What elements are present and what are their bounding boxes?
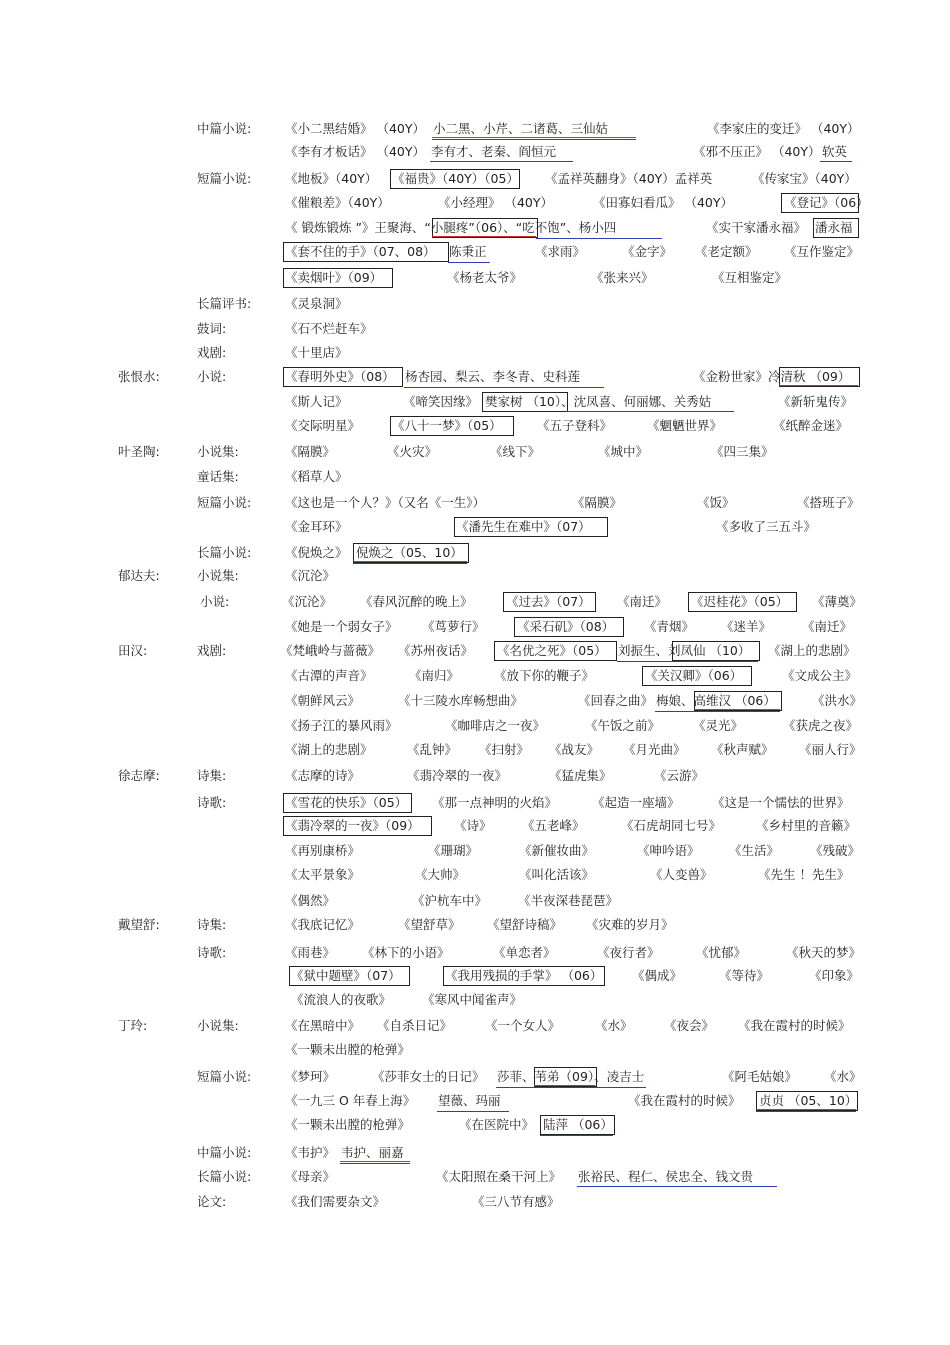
- exam-highlight-box: [283, 268, 393, 288]
- work-title: 《生活》: [729, 843, 780, 858]
- work-title: 《传家宝》（40Y）: [752, 171, 857, 186]
- blue-underline: [820, 161, 852, 162]
- work-title: 《呻吟语》: [637, 843, 700, 858]
- exam-highlight-box: [514, 617, 624, 637]
- exam-highlight-box: [688, 592, 797, 612]
- work-title: 《火灾》: [387, 444, 438, 459]
- genre-label: 诗集:: [197, 768, 227, 783]
- work-title: 《望舒诗稿》: [487, 917, 563, 932]
- work-title: 《李有才板话》 （40Y）: [285, 144, 426, 159]
- blue-underline: [437, 1111, 509, 1112]
- exam-highlight-box: [283, 816, 432, 836]
- work-title: 《十里店》: [285, 345, 348, 360]
- work-title: 《秋声赋》: [711, 742, 774, 757]
- genre-label: 小说集:: [197, 568, 239, 583]
- genre-label: 小说:: [200, 594, 230, 609]
- character-names: 软英: [822, 144, 848, 159]
- exam-highlight-box: [642, 666, 752, 686]
- work-title: 《青烟》: [644, 619, 695, 634]
- work-title: 《三八节有感》: [472, 1194, 560, 1209]
- work-title: 《新斩鬼传》: [778, 394, 854, 409]
- work-title: 《韦护》: [285, 1145, 336, 1160]
- work-title: 《一颗未出膛的枪弹》: [285, 1042, 411, 1057]
- red-underline: [756, 1109, 856, 1110]
- character-names: 望薇、玛丽: [438, 1093, 501, 1108]
- genre-label: 长篇小说:: [197, 1169, 252, 1184]
- red-underline: [694, 709, 780, 710]
- exam-highlight-box: [494, 641, 617, 661]
- work-title: 《石不烂赶车》: [285, 321, 373, 336]
- work-title: 《石虎胡同七号》: [621, 818, 722, 833]
- work-title: 《丽人行》: [799, 742, 862, 757]
- work-title: 《小经理》 （40Y）: [438, 195, 554, 210]
- work-title: 《线下》: [490, 444, 541, 459]
- work-title: 《一颗未出膛的枪弹》: [285, 1117, 411, 1132]
- character-names: 刘振生、刘凤仙 （10）: [618, 643, 751, 658]
- work-title: 《单恋者》: [493, 945, 556, 960]
- work-title: 《先生 ！先生》: [758, 867, 850, 882]
- exam-highlight-box: [534, 1067, 597, 1087]
- work-title: 《林下的小语》: [362, 945, 450, 960]
- work-title: 《我们需要杂文》: [285, 1194, 386, 1209]
- work-title: 《灵泉洞》: [285, 296, 348, 311]
- work-title: 《云游》: [654, 768, 705, 783]
- work-title: 《沪杭车中》: [412, 893, 488, 908]
- work-title: 《夜会》: [664, 1018, 715, 1033]
- work-title: 《这是一个懦怯的世界》: [712, 795, 850, 810]
- character-names: 樊家树 （10）、沈凤喜、何丽娜、关秀姑: [485, 394, 712, 409]
- exam-highlight-box: [781, 193, 859, 213]
- exam-highlight-box: [390, 416, 514, 436]
- genre-label: 长篇小说:: [197, 545, 252, 560]
- work-title: 《我在霞村的时候》: [738, 1018, 851, 1033]
- work-title-exam: 《套不住的手》（07、08）: [285, 244, 436, 259]
- character-names: 小二黑、小芹、二诸葛、三仙姑: [433, 121, 609, 136]
- work-title: 《那一点神明的火焰》: [432, 795, 558, 810]
- work-title: 《稻草人》: [285, 469, 348, 484]
- work-title: 《五老峰》: [522, 818, 585, 833]
- exam-highlight-box: [503, 592, 596, 612]
- character-names: 陈秉正: [449, 244, 487, 259]
- blue-underline: [756, 1111, 856, 1112]
- work-title: 《母亲》: [285, 1169, 336, 1184]
- genre-label: 短篇小说:: [197, 171, 252, 186]
- work-title: 《午饭之前》: [585, 718, 661, 733]
- work-title: 《文成公主》: [782, 668, 858, 683]
- author-name: 丁玲:: [118, 1018, 148, 1033]
- work-title: 《再别康桥》: [285, 843, 361, 858]
- work-title: 《洪水》: [812, 693, 863, 708]
- work-title: 《大帅》: [415, 867, 466, 882]
- exam-highlight-box: [353, 543, 469, 563]
- blue-underline: [340, 1163, 410, 1164]
- author-name: 戴望舒:: [118, 917, 160, 932]
- work-title: 《乱钟》: [407, 742, 458, 757]
- work-title: 《小二黑结婚》 （40Y）: [285, 121, 426, 136]
- character-names: 张裕民、程仁、侯忠全、钱文贵: [578, 1169, 754, 1184]
- blue-underline: [617, 661, 758, 662]
- exam-highlight-box: [289, 966, 410, 986]
- exam-highlight-box: [694, 691, 782, 711]
- work-title: 《梵峨岭与蔷薇》: [280, 643, 381, 658]
- genre-label: 戏剧:: [197, 643, 227, 658]
- red-underline: [353, 561, 467, 562]
- author-name: 郁达夫:: [118, 568, 160, 583]
- genre-label: 童话集:: [197, 469, 239, 484]
- genre-label: 小说:: [197, 369, 227, 384]
- work-title: 《在黑暗中》: [285, 1018, 361, 1033]
- work-title: 《这也是一个人？》（又名《一生》）: [285, 495, 486, 510]
- work-title: 《月光曲》: [623, 742, 686, 757]
- genre-label: 诗歌:: [197, 795, 227, 810]
- work-title: 《放下你的鞭子》: [494, 668, 595, 683]
- blue-underline: [404, 387, 604, 388]
- work-title: 《南迁》: [802, 619, 853, 634]
- work-title: 《战友》: [549, 742, 600, 757]
- work-title: 《啼笑因缘》: [403, 394, 479, 409]
- exam-highlight-box: [390, 169, 520, 189]
- work-title-exam: 《卖烟叶》（09）: [285, 270, 383, 285]
- work-title: 《扫射》: [479, 742, 530, 757]
- genre-label: 中篇小说:: [197, 121, 252, 136]
- work-title: 《梦珂》: [285, 1069, 336, 1084]
- exam-highlight-box: [672, 641, 760, 661]
- work-title-exam: 《关汉卿》（06）: [645, 668, 743, 683]
- work-title: 《迷羊》: [721, 619, 772, 634]
- character-names: 韦护、丽嘉: [341, 1145, 404, 1160]
- work-title: 《五子登科》: [537, 418, 613, 433]
- character-names: 李有才、老秦、阎恒元: [431, 144, 557, 159]
- work-title: 《多收了三五斗》: [716, 519, 817, 534]
- blue-underline: [353, 563, 467, 564]
- genre-label: 小说集:: [197, 444, 239, 459]
- work-title: 《搭班子》: [797, 495, 860, 510]
- work-title: 《流浪人的夜歌》: [291, 992, 392, 1007]
- exam-highlight-box: [283, 793, 412, 813]
- work-title: 《等待》: [719, 968, 770, 983]
- work-title: 《诗》: [454, 818, 492, 833]
- work-title: 《她是一个弱女子》: [285, 619, 398, 634]
- genre-label: 短篇小说:: [197, 1069, 252, 1084]
- work-title: 《求雨》: [535, 244, 586, 259]
- work-title: 《隔膜》: [285, 444, 336, 459]
- work-title: 《薄奠》: [812, 594, 863, 609]
- character-names: 杨杏园、梨云、李冬青、史科莲: [405, 369, 581, 384]
- work-title: 《咖啡店之一夜》: [445, 718, 546, 733]
- work-title: 《斯人记》: [285, 394, 348, 409]
- work-title: 《雨巷》: [285, 945, 336, 960]
- work-title: 《金粉世家》冷清秋 （09）: [693, 369, 851, 384]
- genre-label: 中篇小说:: [197, 1145, 252, 1160]
- exam-highlight-box: [540, 1115, 615, 1135]
- blue-underline: [577, 1186, 777, 1187]
- genre-label: 长篇评书:: [197, 296, 252, 311]
- author-name: 叶圣陶:: [118, 444, 160, 459]
- red-underline: [340, 1161, 410, 1162]
- work-title: 《一个女人》: [485, 1018, 561, 1033]
- work-title: 《印象》: [809, 968, 860, 983]
- blue-underline: [430, 161, 573, 162]
- work-title: 《残破》: [810, 843, 861, 858]
- work-title: 《杨老太爷》: [447, 270, 523, 285]
- exam-highlight-box: [283, 242, 449, 262]
- blue-underline: [566, 411, 734, 412]
- work-title: 《夜行者》: [597, 945, 660, 960]
- work-title: 《催粮差》（40Y）: [285, 195, 390, 210]
- work-title: 《人变兽》: [650, 867, 713, 882]
- work-title: 《张来兴》: [591, 270, 654, 285]
- red-underline: [534, 1085, 595, 1086]
- work-title: 《湖上的悲剧》: [768, 643, 856, 658]
- work-title: 《扬子江的暴风雨》: [285, 718, 398, 733]
- blue-underline: [536, 238, 662, 239]
- work-title: 《南归》: [409, 668, 460, 683]
- work-title: 《 锻炼锻炼 ”》王聚海、“小腿疼”（06）、“吃不饱”、杨小四: [285, 220, 617, 235]
- blue-underline: [496, 1087, 646, 1088]
- work-title: 《十三陵水库畅想曲》: [398, 693, 524, 708]
- work-title: 《互作鉴定》: [784, 244, 860, 259]
- work-title: 《新催妆曲》: [519, 843, 595, 858]
- work-title-exam: 《采石矶》（08）: [517, 619, 615, 634]
- work-title: 《金耳环》: [285, 519, 348, 534]
- work-title: 《李家庄的变迁》 （40Y）: [707, 121, 860, 136]
- character-names: 潘永福: [815, 220, 853, 235]
- character-names: 陆萍 （06）: [543, 1117, 613, 1132]
- exam-highlight-box: [756, 1091, 858, 1111]
- work-title-exam: 《八十一梦》（05）: [392, 418, 502, 433]
- work-title: 《金字》: [622, 244, 673, 259]
- red-underline: [779, 385, 858, 386]
- work-title: 《志摩的诗》: [285, 768, 361, 783]
- work-title: 《实干家潘永福》: [706, 220, 807, 235]
- blue-underline: [540, 1135, 613, 1136]
- work-title: 《老定额》: [695, 244, 758, 259]
- exam-highlight-box: [283, 367, 403, 387]
- author-name: 徐志摩:: [118, 768, 160, 783]
- work-title-exam: 《翡冷翠的一夜》（09）: [285, 818, 420, 833]
- work-title: 《灵光》: [693, 718, 744, 733]
- work-title: 《田寡妇看瓜》 （40Y）: [593, 195, 734, 210]
- work-title: 《倪焕之》: [285, 545, 348, 560]
- work-title: 《互相鉴定》: [712, 270, 788, 285]
- work-title-exam: 《登记》（06）: [784, 195, 869, 210]
- character-names: 梅娘、高维汉 （06）: [656, 693, 776, 708]
- work-title: 《朝鲜风云》: [285, 693, 361, 708]
- work-title: 《忧郁》: [696, 945, 747, 960]
- work-title: 《珊瑚》: [428, 843, 479, 858]
- work-title: 《我在霞村的时候》: [628, 1093, 741, 1108]
- work-title: 《交际明星》: [285, 418, 361, 433]
- work-title: 《地板》（40Y）: [285, 171, 378, 186]
- work-title: 《半夜深巷琵琶》: [518, 893, 619, 908]
- genre-label: 诗集:: [197, 917, 227, 932]
- character-names: 倪焕之（05、10）: [356, 545, 463, 560]
- exam-highlight-box: [813, 218, 859, 238]
- work-title: 《太平景象》: [285, 867, 361, 882]
- work-title-exam: 《我用残损的手掌》 （06）: [445, 968, 603, 983]
- work-title: 《阿毛姑娘》: [722, 1069, 798, 1084]
- work-title: 《一九三 O 年春上海》: [285, 1093, 416, 1108]
- exam-highlight-box: [779, 367, 860, 387]
- author-name: 张恨水:: [118, 369, 160, 384]
- exam-highlight-box: [482, 392, 568, 412]
- work-title: 《乡村里的音籁》: [756, 818, 857, 833]
- work-title: 《南迁》: [617, 594, 668, 609]
- work-title: 《获虎之夜》: [783, 718, 859, 733]
- work-title: 《魍魉世界》: [647, 418, 723, 433]
- work-title: 《叫化活该》: [519, 867, 595, 882]
- work-title: 《偶然》: [285, 893, 336, 908]
- work-title: 《望舒草》: [398, 917, 461, 932]
- work-title: 《苏州夜话》: [398, 643, 474, 658]
- genre-label: 小说集:: [197, 1018, 239, 1033]
- work-title: 《沉沦》: [282, 594, 333, 609]
- work-title: 《纸醉金迷》: [773, 418, 849, 433]
- work-title-exam: 《雪花的快乐》（05）: [285, 795, 408, 810]
- genre-label: 诗歌:: [197, 945, 227, 960]
- work-title: 《茑萝行》: [422, 619, 485, 634]
- work-title: 《自杀日记》: [377, 1018, 453, 1033]
- work-title: 《灾难的岁月》: [586, 917, 674, 932]
- red-underline: [432, 236, 536, 237]
- work-title: 《莎菲女士的日记》: [372, 1069, 485, 1084]
- character-names: 莎菲、苇弟（09）、凌吉士: [497, 1069, 645, 1084]
- work-title: 《翡冷翠的一夜》: [407, 768, 508, 783]
- work-title: 《我底记忆》: [285, 917, 361, 932]
- blue-underline: [655, 711, 780, 712]
- work-title-exam: 《迟桂花》（05）: [691, 594, 789, 609]
- work-title: 《太阳照在桑干河上》: [436, 1169, 562, 1184]
- work-title: 《四三集》: [711, 444, 774, 459]
- work-title: 《寒风中闻雀声》: [422, 992, 523, 1007]
- red-underline: [432, 137, 636, 138]
- work-title: 《偶成》: [632, 968, 683, 983]
- work-title: 《饭》: [697, 495, 735, 510]
- genre-label: 短篇小说:: [197, 495, 252, 510]
- exam-highlight-box: [454, 517, 608, 537]
- exam-highlight-box: [432, 218, 538, 238]
- work-title: 《回春之曲》: [578, 693, 654, 708]
- work-title: 《古潭的声音》: [285, 668, 373, 683]
- work-title: 《水》: [595, 1018, 633, 1033]
- work-title-exam: 《名优之死》（05）: [497, 643, 607, 658]
- character-names: 贞贞 （05、10）: [759, 1093, 858, 1108]
- work-title: 《沉沦》: [285, 568, 336, 583]
- work-title-exam: 《过去》（07）: [506, 594, 591, 609]
- work-title: 《湖上的悲剧》: [285, 742, 373, 757]
- work-title: 《城中》: [598, 444, 649, 459]
- author-name: 田汉:: [118, 643, 148, 658]
- blue-underline: [432, 139, 636, 140]
- work-title-exam: 《潘先生在难中》（07）: [456, 519, 591, 534]
- work-title: 《在医院中》: [459, 1117, 535, 1132]
- work-title: 《秋天的梦》: [786, 945, 862, 960]
- work-title-exam: 《狱中题壁》（07）: [291, 968, 401, 983]
- exam-highlight-box: [443, 966, 605, 986]
- work-title: 《孟祥英翻身》（40Y）孟祥英: [545, 171, 713, 186]
- genre-label: 论文:: [197, 1194, 227, 1209]
- work-title: 《水》: [824, 1069, 862, 1084]
- work-title-exam: 《福贵》（40Y）（05）: [392, 171, 519, 186]
- work-title: 《隔膜》: [572, 495, 623, 510]
- work-title-exam: 《春明外史》（08）: [285, 369, 395, 384]
- work-title: 《春风沉醉的晚上》: [360, 594, 473, 609]
- work-title: 《猛虎集》: [549, 768, 612, 783]
- work-title: 《起造一座墙》: [592, 795, 680, 810]
- blue-underline: [448, 262, 490, 263]
- genre-label: 戏剧:: [197, 345, 227, 360]
- genre-label: 鼓词:: [197, 321, 227, 336]
- work-title: 《邪不压正》 （40Y）: [693, 144, 821, 159]
